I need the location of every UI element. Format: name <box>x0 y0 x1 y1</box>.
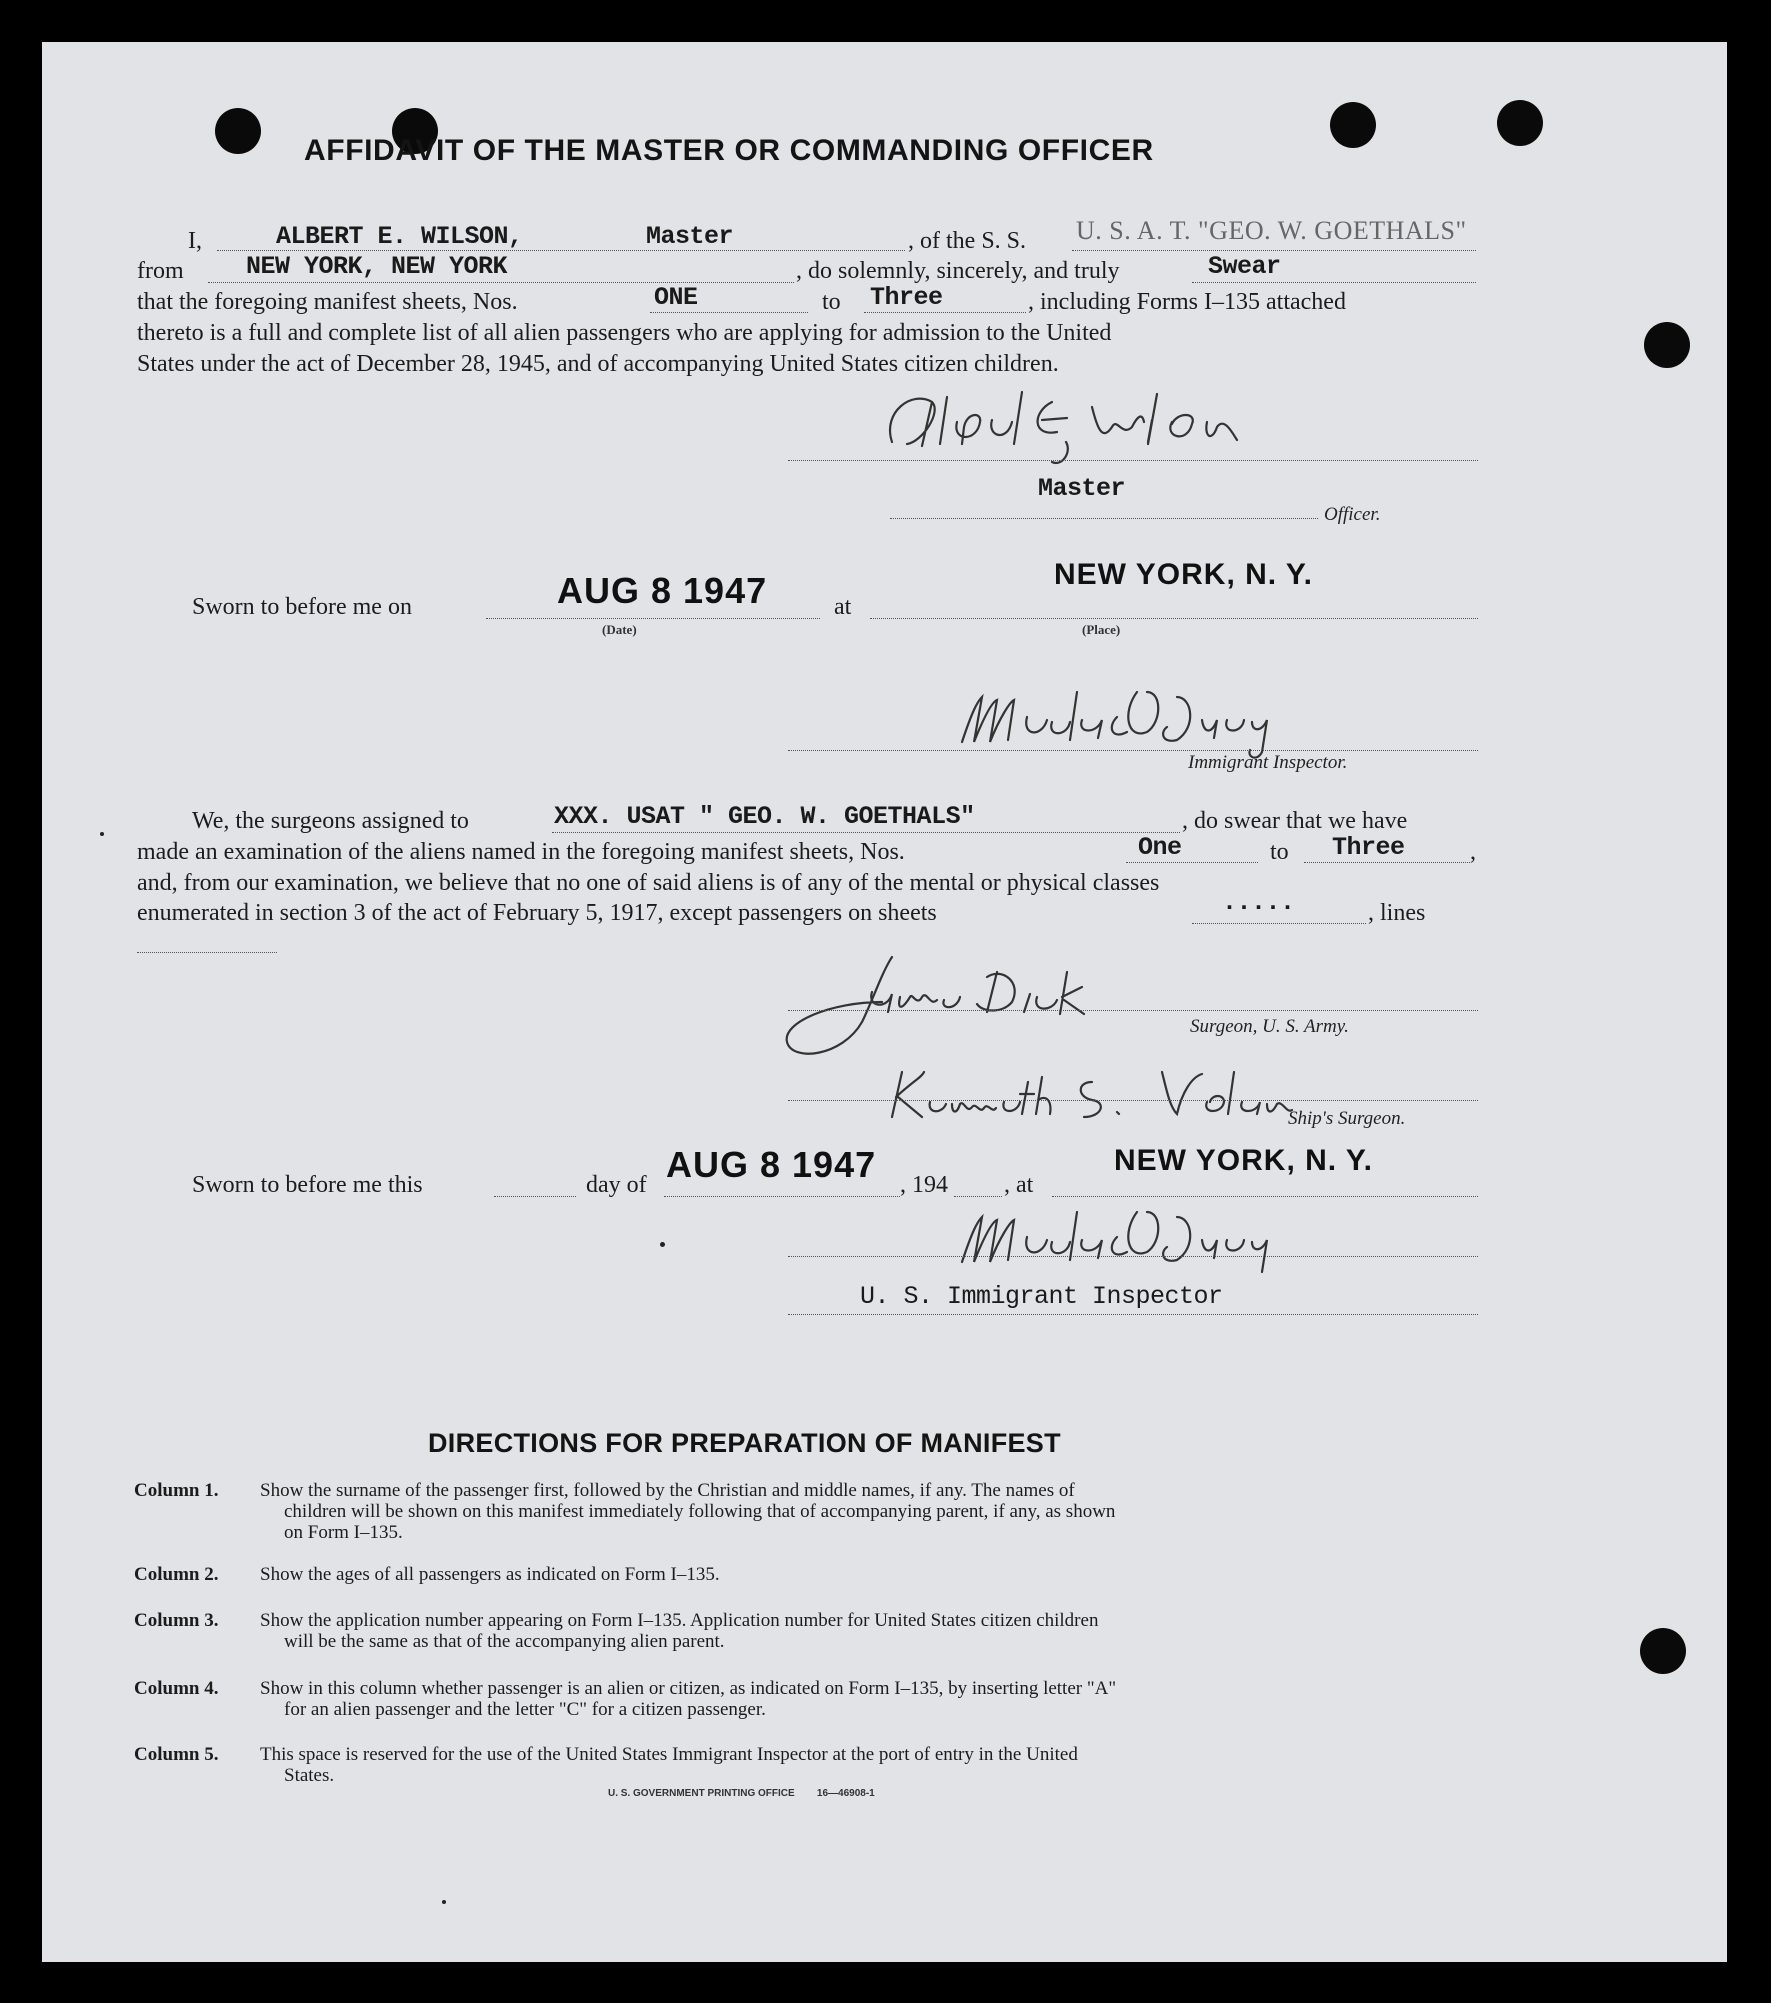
punch-hole <box>1644 322 1690 368</box>
printing-footer: U. S. GOVERNMENT PRINTING OFFICE 16—46908-1 <box>608 1788 875 1799</box>
page-title: AFFIDAVIT OF THE MASTER OR COMMANDING OFFICER <box>304 134 1154 167</box>
punch-hole <box>1497 100 1543 146</box>
direction-text-line: children will be shown on this manifest immediately following that of accompanying parent, if any, as shown <box>284 1501 1116 1522</box>
army-surgeon-label: Surgeon, U. S. Army. <box>1190 1016 1349 1037</box>
surgeons-sheet-from: One <box>1138 833 1182 862</box>
to-label: to <box>822 289 841 315</box>
master-signature <box>852 382 1312 472</box>
direction-text-line: This space is reserved for the use of the United States Immigrant Inspector at the port of entry in the United <box>260 1744 1078 1765</box>
direction-text-line: for an alien passenger and the letter "C" for a citizen passenger. <box>284 1699 766 1720</box>
from-value: NEW YORK, NEW YORK <box>246 252 508 281</box>
sheet-from-value: ONE <box>654 283 698 312</box>
sheet-to-value: Three <box>870 283 943 312</box>
inspector-typed: U. S. Immigrant Inspector <box>860 1282 1223 1311</box>
direction-text-line: on Form I–135. <box>284 1522 403 1543</box>
document-page <box>42 42 1727 1962</box>
speck <box>660 1242 665 1247</box>
at-label: at <box>834 594 852 620</box>
place-stamp: NEW YORK, N. Y. <box>1054 558 1313 591</box>
master-name: ALBERT E. WILSON, <box>276 222 523 251</box>
comma: , <box>1470 839 1476 865</box>
punch-hole <box>215 108 261 154</box>
sworn2-year: , 194 <box>900 1172 948 1198</box>
speck <box>100 832 104 836</box>
direction-column-label: Column 1. <box>134 1480 219 1501</box>
direction-column-label: Column 5. <box>134 1744 219 1765</box>
surgeons-to-label: to <box>1270 839 1289 865</box>
direction-text-line: States. <box>284 1765 335 1786</box>
date-stamp: AUG 8 1947 <box>557 570 768 611</box>
sworn-label: Sworn to before me on <box>192 594 412 620</box>
direction-text-line: Show the surname of the passenger first, followed by the Christian and middle names, if any. The names of <box>260 1480 1075 1501</box>
sworn2-at: , at <box>1004 1172 1034 1198</box>
punch-hole <box>1330 102 1376 148</box>
of-ship-label: , of the S. S. <box>908 228 1027 254</box>
direction-text-line: Show in this column whether passenger is an alien or citizen, as indicated on Form I–135, by inserting letter "A" <box>260 1678 1117 1699</box>
sworn2-place-stamp: NEW YORK, N. Y. <box>1114 1144 1373 1177</box>
surgeons-line1-b: , do swear that we have <box>1182 808 1408 834</box>
inspector-signature <box>922 672 1382 762</box>
direction-column-label: Column 2. <box>134 1564 219 1585</box>
inspector-signature-2 <box>922 1192 1382 1282</box>
direction-text-line: Show the application number appearing on Form I–135. Application number for United States citizen children <box>260 1610 1099 1631</box>
from-label: from <box>137 258 184 284</box>
sworn2-a: Sworn to before me this <box>192 1172 423 1198</box>
solemnly-label: , do solemnly, sincerely, and truly <box>796 258 1120 284</box>
affidavit-line-5: States under the act of December 28, 1945, and of accompanying United States citizen children. <box>137 351 1059 377</box>
surgeons-line4-b: , lines <box>1368 900 1426 926</box>
surgeons-line4-a: enumerated in section 3 of the act of February 5, 1917, except passengers on sheets <box>137 900 937 926</box>
ship-name: U. S. A. T. "GEO. W. GOETHALS" <box>1076 216 1467 245</box>
direction-column-label: Column 3. <box>134 1610 219 1631</box>
surgeons-except-value: ..... <box>1222 888 1295 917</box>
ship-surgeon-label: Ship's Surgeon. <box>1288 1108 1406 1129</box>
sworn2-date-stamp: AUG 8 1947 <box>666 1144 877 1185</box>
date-caption: (Date) <box>602 622 637 637</box>
sworn2-b: day of <box>586 1172 647 1198</box>
surgeons-ship-value: XXX. USAT " GEO. W. GOETHALS" <box>554 802 975 831</box>
surgeons-line1-a: We, the surgeons assigned to <box>192 808 469 834</box>
place-caption: (Place) <box>1082 622 1121 637</box>
surgeons-line3: and, from our examination, we believe that no one of said aliens is of any of the mental or physical classes <box>137 870 1160 896</box>
master-title-value: Master <box>646 222 734 251</box>
inspector-label: Immigrant Inspector. <box>1188 752 1348 773</box>
i-label: I, <box>188 228 202 254</box>
directions-heading: DIRECTIONS FOR PREPARATION OF MANIFEST <box>428 1428 1061 1458</box>
ship-surgeon-signature <box>862 1052 1322 1132</box>
sheets-label: that the foregoing manifest sheets, Nos. <box>137 289 518 315</box>
affidavit-line-4: thereto is a full and complete list of all alien passengers who are applying for admission to the United <box>137 320 1112 346</box>
direction-text-line: Show the ages of all passengers as indicated on Form I–135. <box>260 1564 720 1585</box>
surgeons-line2-a: made an examination of the aliens named in the foregoing manifest sheets, Nos. <box>137 839 905 865</box>
signer-title: Master <box>1038 474 1126 503</box>
swear-value: Swear <box>1208 252 1281 281</box>
surgeons-sheet-to: Three <box>1332 833 1405 862</box>
speck <box>442 1900 446 1904</box>
officer-label: Officer. <box>1324 504 1381 525</box>
including-label: , including Forms I–135 attached <box>1028 289 1346 315</box>
direction-column-label: Column 4. <box>134 1678 219 1699</box>
punch-hole <box>1640 1628 1686 1674</box>
direction-text-line: will be the same as that of the accompanying alien parent. <box>284 1631 725 1652</box>
